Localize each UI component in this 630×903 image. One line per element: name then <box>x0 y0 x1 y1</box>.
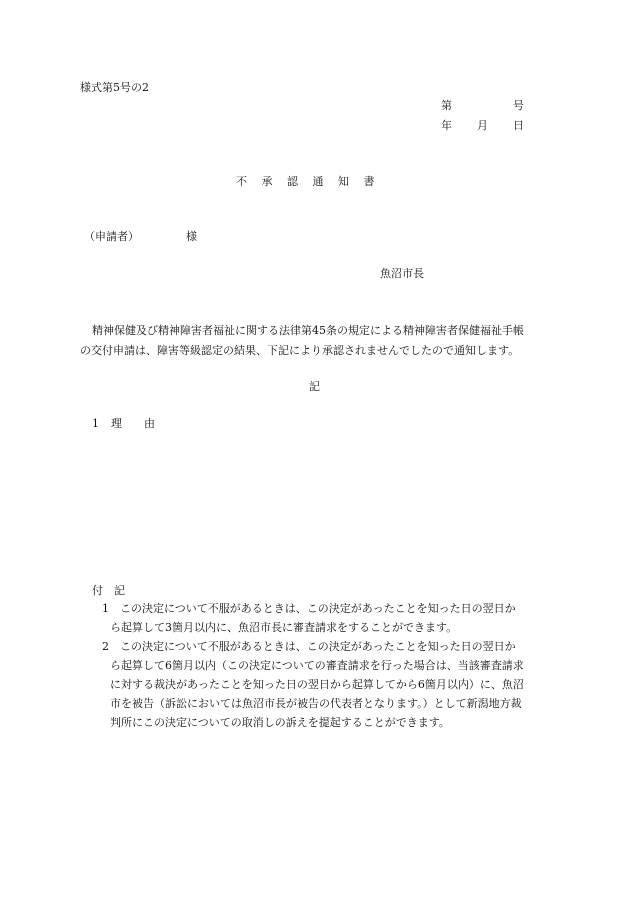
recipient-honorific: 様 <box>186 230 197 243</box>
reason-number: 1 <box>92 417 99 430</box>
note-2-line-2: ら起算して6箇月以内（この決定についての審査請求を行った場合は、当該審査請求 <box>110 659 524 672</box>
doc-number-suffix: 号 <box>513 99 524 112</box>
note-2-line-1: 2 この決定について不服があるときは、この決定があったことを知った日の翌日か <box>102 640 516 653</box>
note-2-line-5: 判所にこの決定についての取消しの訴えを提起することができます。 <box>110 716 450 729</box>
date-day: 日 <box>513 119 524 132</box>
body-line-2: の交付申請は、障害等級認定の結果、下記により承認されませんでしたので通知します。 <box>80 344 520 357</box>
note-1-line-2: ら起算して3箇月以内に、魚沼市長に審査請求をすることができます。 <box>110 621 458 634</box>
note-2-number: 2 <box>102 640 109 653</box>
note-1-number: 1 <box>102 602 109 615</box>
note-1-line-1: 1 この決定について不服があるときは、この決定があったことを知った日の翌日か <box>102 602 516 615</box>
reason-label: 理 由 <box>111 417 155 430</box>
notes-heading: 付 記 <box>92 584 125 597</box>
recipient-label: （申請者） <box>84 230 139 243</box>
note-2-line-4: 市を被告（訴訟においては魚沼市長が被告の代表者となります。）として新潟地方裁 <box>110 697 522 710</box>
note-2-line-3: に対する裁決があったことを知った日の翌日から起算してから6箇月以内）に、魚沼 <box>110 678 524 691</box>
body-line-1: 精神保健及び精神障害者福祉に関する法律第45条の規定による精神障害者保健福祉手帳 <box>92 324 524 337</box>
form-number: 様式第5号の2 <box>80 81 149 94</box>
document-title: 不承認通知書 <box>236 175 389 188</box>
date-year: 年 <box>441 119 452 132</box>
ki-mark: 記 <box>309 380 320 393</box>
doc-number-prefix: 第 <box>441 99 452 112</box>
date-month: 月 <box>477 119 488 132</box>
sender-name: 魚沼市長 <box>380 267 424 280</box>
reason-heading <box>92 418 155 429</box>
